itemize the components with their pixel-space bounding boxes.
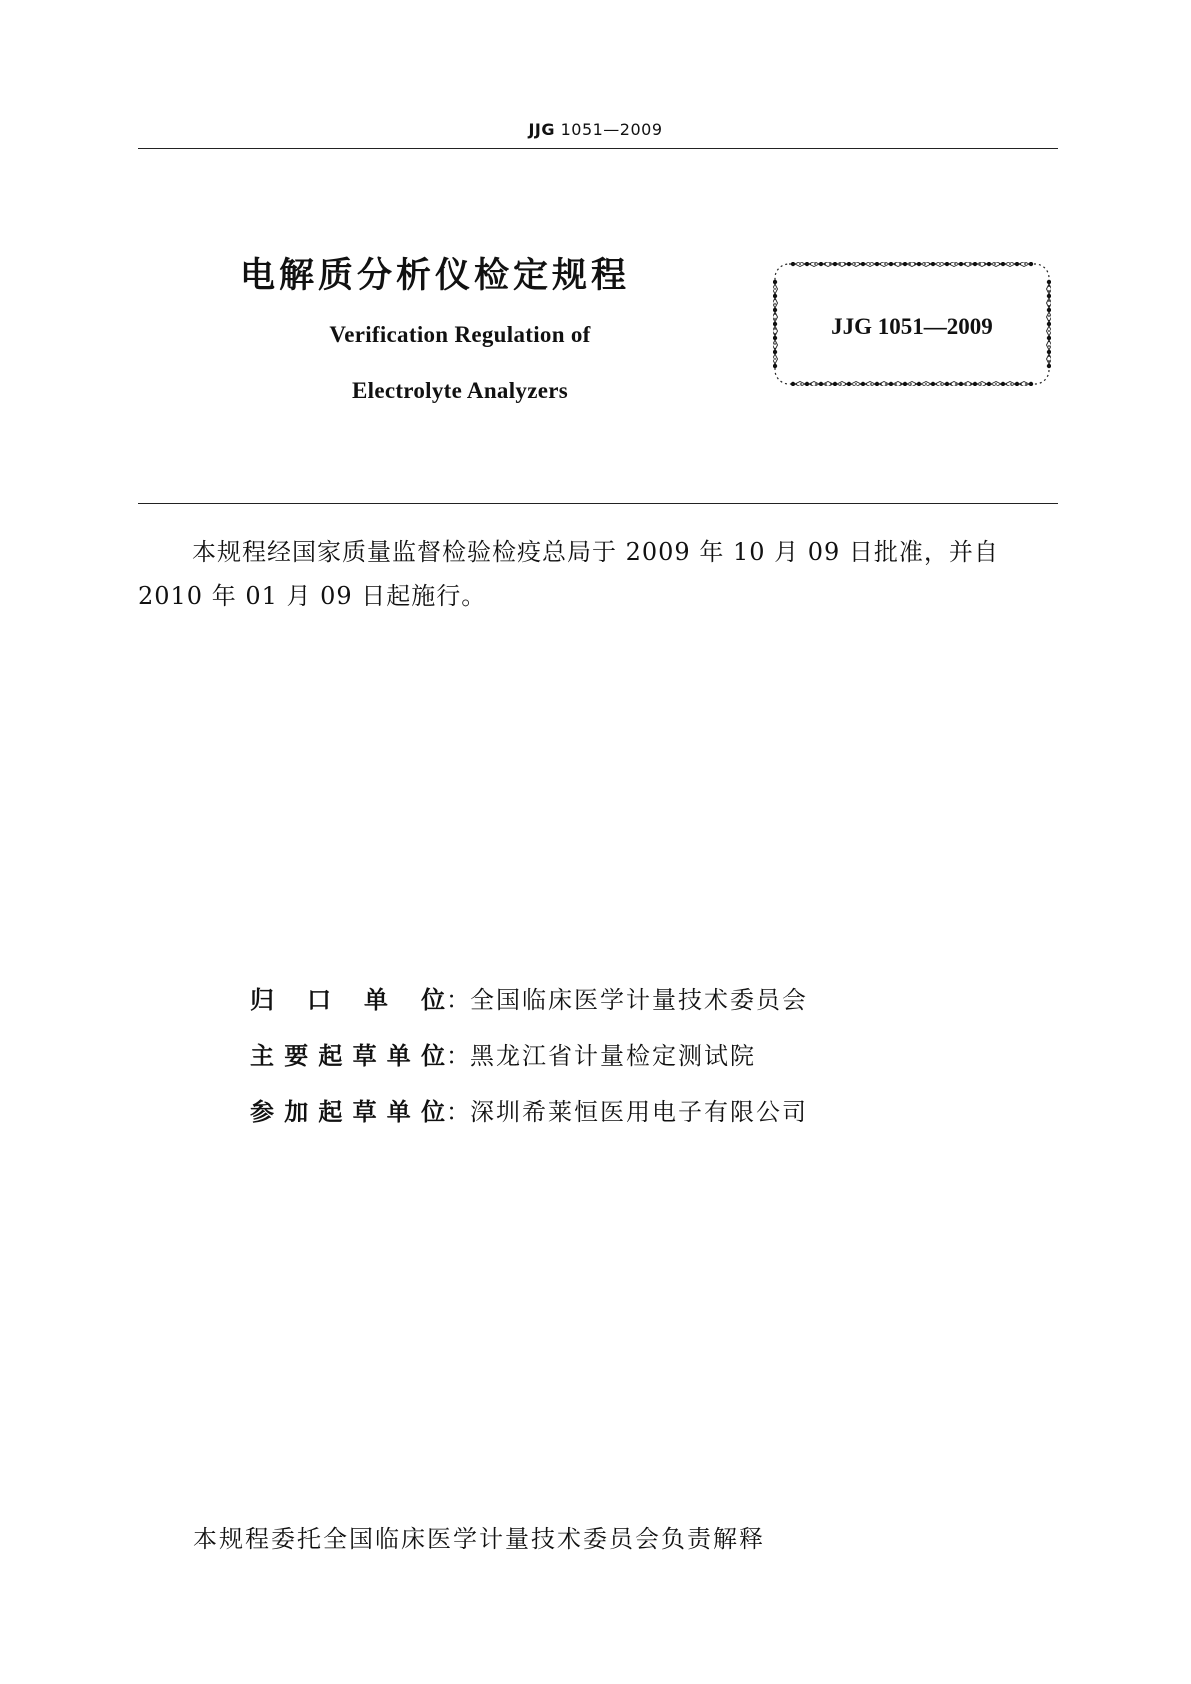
frame-link [893,382,903,387]
frame-link [1047,340,1052,350]
organization-row-main-drafter [250,1036,808,1092]
frame-link [823,382,833,387]
frame-link [809,382,819,387]
frame-bead [773,364,777,368]
frame-link [977,262,987,267]
organization-row-participating-drafter [250,1092,808,1148]
organization-label: 主要起草单位 [250,1042,446,1070]
interpretation-note: 本规程委托全国临床医学计量技术委员会负责解释 [193,1525,765,1553]
document-title-chinese: 电解质分析仪检定规程 [240,256,631,296]
document-title-english-line1: Verification Regulation of [329,322,591,347]
running-header-code [0,120,1191,139]
frame-bead [1029,382,1033,386]
frame-link [1047,354,1052,364]
frame-link [907,262,917,267]
organization-value: 全国临床医学计量技术委员会 [470,986,808,1014]
frame-link [773,340,778,350]
organization-separator: ： [446,1042,470,1070]
organization-value: 深圳希莱恒医用电子有限公司 [470,1098,808,1126]
frame-link [1047,284,1052,294]
frame-link [977,382,987,387]
organization-separator: ： [446,1098,470,1126]
frame-link [963,382,973,387]
frame-link [1047,298,1052,308]
organization-value: 黑龙江省计量检定测试院 [470,1042,756,1070]
organization-label: 参加起草单位 [250,1098,446,1126]
standard-code: JJG 1051—2009 [831,314,993,339]
standard-code-frame [773,262,1051,386]
section-rule [138,503,1058,504]
approval-statement: 本规程经国家质量监督检验检疫总局于 2009 年 10 月 09 日批准，并自 2010 年 01 月 09 日起施行。 [138,538,999,610]
frame-link [949,382,959,387]
organization-label: 归口单位 [250,986,446,1014]
frame-link [893,262,903,267]
frame-link [837,382,847,387]
header-code-number: 1051—2009 [555,120,663,139]
frame-link [1019,382,1029,387]
frame-link [963,262,973,267]
frame-bead [1047,364,1051,368]
frame-link [879,382,889,387]
header-rule [138,148,1058,149]
frame-link [823,262,833,267]
frame-link [907,382,917,387]
frame-link [837,262,847,267]
frame-bead [1029,262,1033,266]
organization-separator: ： [446,986,470,1014]
organization-list [250,980,808,1148]
header-code-prefix: JJG [528,120,555,139]
organization-row-responsible [250,980,808,1036]
document-title-english-line2: Electrolyte Analyzers [351,378,568,403]
